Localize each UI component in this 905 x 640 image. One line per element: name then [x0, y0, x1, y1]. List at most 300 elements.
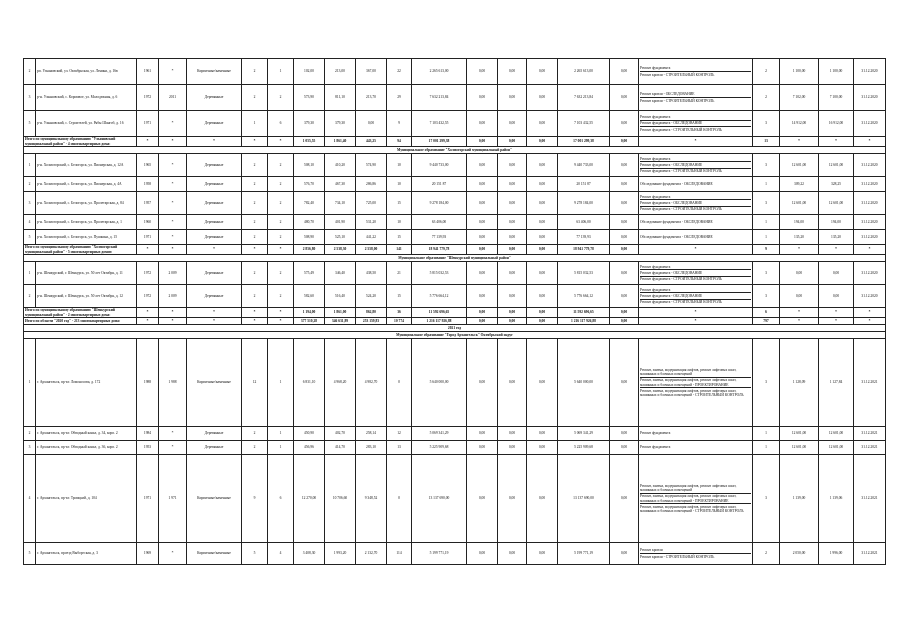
cell-total-area: 102,00 — [294, 59, 325, 85]
cell-f1: 0,00 — [467, 455, 498, 543]
cell-total-area: 379,30 — [294, 111, 325, 137]
cell-f1: 0,00 — [467, 427, 498, 441]
cell-f2: 0,00 — [498, 192, 527, 215]
section-header-row — [24, 332, 886, 339]
work-type-line: Обследование фундамента - ОБСЛЕДОВАНИЕ — [640, 181, 713, 186]
cell-area1: 811,10 — [325, 85, 356, 111]
cell-cost: 18 941 779,78 — [412, 245, 467, 255]
cell-f3: 0,00 — [527, 318, 558, 325]
work-type-line: Ремонт кровли - ОБСЛЕДОВАНИЕ — [640, 92, 751, 98]
cell-f3: 0,00 — [527, 230, 558, 245]
cell-year2: * — [159, 192, 187, 215]
cell-c1: 6 — [753, 308, 780, 318]
cell-cost: 9 278 184,00 — [412, 192, 467, 215]
cell-cost: 2 265 613,00 — [412, 59, 467, 85]
cell-c1: 1 — [753, 427, 780, 441]
cell-f5: 0,00 — [610, 441, 639, 455]
cell-f5: 0,00 — [610, 262, 639, 285]
cell-works — [639, 85, 753, 111]
cell-floors: 2 — [242, 177, 268, 192]
cell-f2: 0,00 — [498, 427, 527, 441]
cell-walls: Деревянные — [187, 427, 242, 441]
cell-walls: Деревянные — [187, 215, 242, 230]
table-row — [24, 177, 886, 192]
work-type-line: Ремонт кровли - СТРОИТЕЛЬНЫЙ КОНТРОЛЬ — [640, 72, 715, 77]
cell-c4: 31.12.2021 — [854, 455, 886, 543]
cell-year2: * — [159, 154, 187, 177]
cell-works-total: * — [639, 318, 753, 325]
cell-address: р-н. Холмогорский, с. Белогорск, ул. Пионерская, д. 12А — [36, 154, 137, 177]
cell-f1: 0,00 — [467, 230, 498, 245]
cell-c1: 3 — [753, 455, 780, 543]
cell-area2: 213,70 — [356, 85, 387, 111]
cell-walls: Деревянные — [187, 285, 242, 308]
cell-f3: 0,00 — [527, 85, 558, 111]
cell-residents: 36 — [387, 308, 412, 318]
cell-floors: 2 — [242, 85, 268, 111]
cell-f2: 0,00 — [498, 441, 527, 455]
cell-f5: 0,00 — [610, 85, 639, 111]
cell-works — [639, 441, 753, 455]
cell-num: 2 — [24, 59, 36, 85]
cell-works-total: * — [639, 137, 753, 147]
cell-f1: 0,00 — [467, 262, 498, 285]
cell-c2: 2 050,00 — [780, 543, 819, 565]
cell-area2: 253 159,83 — [356, 318, 387, 325]
cell-walls: Деревянные — [187, 262, 242, 285]
cell-f5: 0,00 — [610, 285, 639, 308]
work-type-line: Ремонт фундамента - СТРОИТЕЛЬНЫЙ КОНТРОЛЬ — [640, 127, 722, 132]
cell-f5: 0,00 — [610, 318, 639, 325]
cell-residents: 0 — [387, 339, 412, 427]
cell-area2: 286,86 — [356, 177, 387, 192]
cell-c4: * — [854, 137, 886, 147]
cell-c1: 3 — [753, 154, 780, 177]
cell-c4: 31.12.2020 — [854, 111, 886, 137]
cell-walls: * — [187, 318, 242, 325]
cell-area2: 725,00 — [356, 192, 387, 215]
cell-c1: 3 — [753, 111, 780, 137]
cell-year2: 1 971 — [159, 455, 187, 543]
cell-c2: 135,20 — [780, 230, 819, 245]
total-row — [24, 318, 886, 325]
cell-year2: * — [159, 543, 187, 565]
cell-f2: 0,00 — [498, 285, 527, 308]
cell-sections: 4 — [268, 543, 294, 565]
cell-total-area: 377 510,28 — [294, 318, 325, 325]
cell-f2: 0,00 — [498, 177, 527, 192]
cell-c3: 12 601,00 — [819, 427, 854, 441]
cell-year: 1988 — [137, 339, 159, 427]
cell-area1: 516,40 — [325, 285, 356, 308]
cell-c2: 1 100,00 — [780, 59, 819, 85]
cell-year2: * — [159, 308, 187, 318]
cell-year: * — [137, 318, 159, 325]
cell-floors: 2 — [242, 441, 268, 455]
cell-address: р-н. Ульяновский, с. Строителей, ул. Рябы Шангоб, д. 16 — [36, 111, 137, 137]
cell-total-area: 508,90 — [294, 230, 325, 245]
cell-label: Итого по муниципальному образованию "Шенкурский муниципальный район" - 2 многоквартирных дома: — [24, 308, 137, 318]
cell-c2: * — [780, 245, 819, 255]
cell-c1: 797 — [753, 318, 780, 325]
cell-works — [639, 215, 753, 230]
cell-works — [639, 427, 753, 441]
cell-sections: * — [268, 308, 294, 318]
cell-c4: * — [854, 318, 886, 325]
cell-f5: 0,00 — [610, 177, 639, 192]
cell-f1: 0,00 — [467, 285, 498, 308]
cell-f4: 9 440 733,00 — [558, 154, 610, 177]
cell-c1: 1 — [753, 441, 780, 455]
cell-residents: 10 — [387, 177, 412, 192]
cell-c4: 31.12.2020 — [854, 59, 886, 85]
cell-f1: 0,00 — [467, 137, 498, 147]
cell-c2: 0,00 — [780, 262, 819, 285]
table-row — [24, 230, 886, 245]
cell-c4: * — [854, 308, 886, 318]
work-type-line: Ремонт фундамента — [640, 431, 671, 436]
cell-area1: 1 861,40 — [325, 137, 356, 147]
work-type-line: Ремонт фундамента - СТРОИТЕЛЬНЫЙ КОНТРОЛЬ — [640, 207, 722, 212]
cell-c4: 31.12.2020 — [854, 154, 886, 177]
cell-c3: * — [819, 245, 854, 255]
cell-f1: 0,00 — [467, 111, 498, 137]
cell-c1: 3 — [753, 285, 780, 308]
work-type-line: Ремонт, замена, модернизация лифтов, ремонт лифтовых шахт, машинных и блочных помещений — [640, 483, 751, 494]
cell-floors: 2 — [242, 215, 268, 230]
cell-f4: 18 941 779,78 — [558, 245, 610, 255]
cell-year2: * — [159, 111, 187, 137]
work-type-line: Ремонт, замена, модернизация лифтов, ремонт лифтовых шахт, машинных и блочных помещений - ПРОЕКТИРОВАНИЕ — [640, 494, 751, 505]
cell-area2: 524,20 — [356, 285, 387, 308]
cell-f4: 20 151 87 — [558, 177, 610, 192]
cell-cost: 5 640 000,00 — [412, 339, 467, 427]
cell-residents: 114 — [387, 543, 412, 565]
cell-f2: 0,00 — [498, 455, 527, 543]
cell-works — [639, 192, 753, 215]
cell-f2: 0,00 — [498, 245, 527, 255]
cell-f3: 0,00 — [527, 308, 558, 318]
cell-residents: 141 — [387, 245, 412, 255]
cell-cost: 11 592 696,65 — [412, 308, 467, 318]
cell-area1: 346 631,89 — [325, 318, 356, 325]
cell-f2: 0,00 — [498, 308, 527, 318]
table-row — [24, 215, 886, 230]
cell-year: 1984 — [137, 427, 159, 441]
cell-year: 1961 — [137, 59, 159, 85]
cell-sections: 6 — [268, 455, 294, 543]
cell-floors: 2 — [242, 427, 268, 441]
cell-year2: * — [159, 177, 187, 192]
cell-year: 1953 — [137, 441, 159, 455]
cell-num: 3 — [24, 85, 36, 111]
cell-f4: 5 815 032,53 — [558, 262, 610, 285]
cell-cost: 9 440 733,00 — [412, 154, 467, 177]
section-header-row — [24, 325, 886, 332]
cell-text: Муниципальное образование "Город Архангельск" Октябрьский округ — [24, 332, 886, 339]
cell-sections: 2 — [268, 177, 294, 192]
cell-f4: 63 406,00 — [558, 215, 610, 230]
cell-residents: 9 — [387, 111, 412, 137]
cell-num: 4 — [24, 215, 36, 230]
cell-f4: 7 632 213,84 — [558, 85, 610, 111]
cell-label: Итого по области "2020 год" - 213 многоквартирных дома: — [24, 318, 137, 325]
cell-f4: 13 137 690,00 — [558, 455, 610, 543]
cell-residents: 10 774 — [387, 318, 412, 325]
cell-c3: * — [819, 318, 854, 325]
cell-f5: 0,00 — [610, 455, 639, 543]
work-type-line: Ремонт фундамента — [640, 156, 751, 162]
cell-c1: 2 — [753, 543, 780, 565]
cell-walls: Деревянные — [187, 85, 242, 111]
cell-sections: * — [268, 245, 294, 255]
cell-c3: 1 996,00 — [819, 543, 854, 565]
cell-area2: 862,80 — [356, 308, 387, 318]
cell-walls: Кирпичные/каменные — [187, 543, 242, 565]
section-header-row — [24, 147, 886, 154]
cell-year2: * — [159, 137, 187, 147]
cell-f2: 0,00 — [498, 154, 527, 177]
cell-sections: 2 — [268, 262, 294, 285]
work-type-line: Ремонт кровли — [640, 548, 751, 554]
cell-c2: 194,00 — [780, 215, 819, 230]
cell-num: 1 — [24, 262, 36, 285]
cell-total-area: 576,70 — [294, 177, 325, 192]
cell-c1: 9 — [753, 245, 780, 255]
cell-c2: * — [780, 308, 819, 318]
cell-c1: 1 — [753, 230, 780, 245]
cell-floors: * — [242, 308, 268, 318]
cell-c2: 12 601,00 — [780, 427, 819, 441]
total-row — [24, 137, 886, 147]
cell-label: Итого по муниципальному образованию "Холмогорский муниципальный район" - 5 многоквартирных домов: — [24, 245, 137, 255]
cell-total-area: 456,96 — [294, 441, 325, 455]
cell-area1: 734,10 — [325, 192, 356, 215]
table-row — [24, 59, 886, 85]
cell-cost: 7 632 213,84 — [412, 85, 467, 111]
cell-f4: 5 640 000,00 — [558, 339, 610, 427]
cell-c4: 31.12.2020 — [854, 177, 886, 192]
cell-works — [639, 262, 753, 285]
cell-c3: 135,20 — [819, 230, 854, 245]
cell-year2: 2 009 — [159, 285, 187, 308]
cell-f4: 9 278 184,00 — [558, 192, 610, 215]
work-type-line: Ремонт фундамента - ОБСЛЕДОВАНИЕ — [640, 121, 751, 127]
table-row — [24, 111, 886, 137]
cell-area2: 283,10 — [356, 441, 387, 455]
cell-address: г. Архангельск, пр-кт. Обводный канал, д. 34, корп. 2 — [36, 427, 137, 441]
cell-year: 1960 — [137, 215, 159, 230]
cell-area1: 2 538,30 — [325, 245, 356, 255]
cell-cost: 5 225 909,68 — [412, 441, 467, 455]
cell-c2: 0,00 — [780, 285, 819, 308]
cell-c2: * — [780, 137, 819, 147]
cell-area2: 4 982,70 — [356, 339, 387, 427]
cell-c4: 31.12.2020 — [854, 285, 886, 308]
cell-total-area: 480,70 — [294, 215, 325, 230]
cell-address: р-н. Шенкурский, г. Шенкурск, ул. 50 лет Октября, д. 12 — [36, 285, 137, 308]
cell-works-total: * — [639, 245, 753, 255]
work-type-line: Ремонт фундамента — [640, 66, 751, 72]
table-row — [24, 339, 886, 427]
cell-f5: 0,00 — [610, 308, 639, 318]
cell-floors: 1 — [242, 111, 268, 137]
cell-area2: 531,20 — [356, 215, 387, 230]
cell-f3: 0,00 — [527, 285, 558, 308]
cell-c2: * — [780, 318, 819, 325]
cell-year2: * — [159, 59, 187, 85]
cell-c4: 31.12.2020 — [854, 215, 886, 230]
cell-area2: 0,00 — [356, 111, 387, 137]
cell-works — [639, 339, 753, 427]
cell-address: г. Архангельск, пр-кт. Ломоносова, д. 172 — [36, 339, 137, 427]
total-row — [24, 245, 886, 255]
cell-num: 1 — [24, 339, 36, 427]
cell-area2: 2 132,70 — [356, 543, 387, 565]
cell-address: г. Архангельск, пр-кт. Троицкий, д. 104 — [36, 455, 137, 543]
cell-sections: 2 — [268, 154, 294, 177]
cell-total-area: 782,40 — [294, 192, 325, 215]
cell-f5: 0,00 — [610, 154, 639, 177]
cell-area1: 1 993,20 — [325, 543, 356, 565]
cell-area1: 346,40 — [325, 262, 356, 285]
work-type-line: Ремонт кровли - СТРОИТЕЛЬНЫЙ КОНТРОЛЬ — [640, 98, 715, 103]
cell-f2: 0,00 — [498, 85, 527, 111]
work-type-line: Ремонт фундамента - ОБСЛЕДОВАНИЕ — [640, 270, 751, 276]
cell-text: Муниципальное образование "Шенкурский муниципальный район" — [24, 255, 886, 262]
cell-residents: 12 — [387, 427, 412, 441]
cell-residents: 10 — [387, 154, 412, 177]
cell-f2: 0,00 — [498, 543, 527, 565]
cell-area2: 367,00 — [356, 59, 387, 85]
cell-year2: * — [159, 245, 187, 255]
cell-floors: 5 — [242, 543, 268, 565]
table-row — [24, 154, 886, 177]
cell-address: р-н. Холмогорский, с. Белогорск, ул. Пушкина, д. 15 — [36, 230, 137, 245]
cell-f5: 0,00 — [610, 245, 639, 255]
cell-c2: 12 601,00 — [780, 441, 819, 455]
cell-floors: 2 — [242, 230, 268, 245]
cell-floors: 2 — [242, 192, 268, 215]
cell-c3: 0,00 — [819, 262, 854, 285]
cell-walls: * — [187, 245, 242, 255]
cell-area2: 258,14 — [356, 427, 387, 441]
cell-text: Муниципальное образование "Холмогорский муниципальный район" — [24, 147, 886, 154]
cell-f4: 5 776 664,12 — [558, 285, 610, 308]
cell-sections: 1 — [268, 59, 294, 85]
cell-area1: 4 968,20 — [325, 339, 356, 427]
cell-c3: 1 100,00 — [819, 59, 854, 85]
cell-sections: 6 — [268, 111, 294, 137]
cell-f1: 0,00 — [467, 339, 498, 427]
cell-c4: 31.12.2020 — [854, 262, 886, 285]
cell-f5: 0,00 — [610, 111, 639, 137]
cell-c3: 328,25 — [819, 177, 854, 192]
cell-works — [639, 285, 753, 308]
cell-area1: 401,90 — [325, 215, 356, 230]
table-body — [24, 59, 886, 565]
cell-c2: 12 601,00 — [780, 154, 819, 177]
cell-works — [639, 455, 753, 543]
cell-c1: 2 — [753, 85, 780, 111]
cell-c2: 7 102,00 — [780, 85, 819, 111]
cell-num: 1 — [24, 154, 36, 177]
cell-f1: 0,00 — [467, 59, 498, 85]
cell-c4: 31.12.2020 — [854, 192, 886, 215]
cell-f3: 0,00 — [527, 111, 558, 137]
cell-f2: 0,00 — [498, 137, 527, 147]
work-type-line: Ремонт кровли - СТРОИТЕЛЬНЫЙ КОНТРОЛЬ — [640, 554, 715, 559]
cell-works-total: * — [639, 308, 753, 318]
cell-f3: 0,00 — [527, 215, 558, 230]
work-type-line: Ремонт фундамента - ОБСЛЕДОВАНИЕ — [640, 200, 751, 206]
cell-area1: 10 706,60 — [325, 455, 356, 543]
cell-c4: * — [854, 245, 886, 255]
cell-c1: 3 — [753, 192, 780, 215]
cell-c2: 1 128,09 — [780, 339, 819, 427]
cell-floors: 12 — [242, 339, 268, 427]
cell-f5: 0,00 — [610, 137, 639, 147]
cell-year: * — [137, 137, 159, 147]
cell-total-area: 450,90 — [294, 427, 325, 441]
cell-c4: 31.12.2020 — [854, 230, 886, 245]
cell-walls: Кирпичные/каменные — [187, 455, 242, 543]
cell-c3: * — [819, 308, 854, 318]
cell-sections: 1 — [268, 427, 294, 441]
cell-f1: 0,00 — [467, 177, 498, 192]
cell-walls: Деревянные — [187, 230, 242, 245]
cell-f1: 0,00 — [467, 543, 498, 565]
cell-sections: * — [268, 318, 294, 325]
cell-c1: 2 — [753, 59, 780, 85]
cell-num: 2 — [24, 285, 36, 308]
table-row — [24, 262, 886, 285]
cell-c1: 13 — [753, 137, 780, 147]
cell-sections: 1 — [268, 339, 294, 427]
cell-num: 4 — [24, 455, 36, 543]
cell-address: р-н. Холмогорский, с. Белогорск, ул. Пионерская, д. 4А — [36, 177, 137, 192]
cell-c3: 1 127,84 — [819, 339, 854, 427]
cell-c2: 14 912,00 — [780, 111, 819, 137]
table-row — [24, 441, 886, 455]
cell-total-area: 573,90 — [294, 85, 325, 111]
cell-works — [639, 177, 753, 192]
cell-area1: 1 861,00 — [325, 308, 356, 318]
cell-f4: 1 216 117 926,88 — [558, 318, 610, 325]
cell-floors: 2 — [242, 285, 268, 308]
cell-area1: 402,70 — [325, 427, 356, 441]
cell-f1: 0,00 — [467, 245, 498, 255]
cell-f2: 0,00 — [498, 339, 527, 427]
cell-f3: 0,00 — [527, 441, 558, 455]
table-row — [24, 285, 886, 308]
work-type-line: Ремонт фундамента - СТРОИТЕЛЬНЫЙ КОНТРОЛЬ — [640, 277, 722, 282]
work-type-line: Ремонт фундамента — [640, 445, 671, 450]
cell-c3: 12 601,00 — [819, 192, 854, 215]
cell-c4: 31.12.2021 — [854, 339, 886, 427]
cell-c3: 0,00 — [819, 285, 854, 308]
cell-f4: 7 103 432,55 — [558, 111, 610, 137]
cell-sections: 2 — [268, 85, 294, 111]
cell-f4: 2 265 613,00 — [558, 59, 610, 85]
cell-residents: 22 — [387, 59, 412, 85]
cell-cost: 7 103 432,55 — [412, 111, 467, 137]
cell-year: 1971 — [137, 455, 159, 543]
cell-c4: 31.12.2020 — [854, 85, 886, 111]
cell-f2: 0,00 — [498, 262, 527, 285]
cell-total-area: 1 194,00 — [294, 308, 325, 318]
cell-address: г. Архангельск, пр-кт. Обводный канал, д. 36, корп. 2 — [36, 441, 137, 455]
